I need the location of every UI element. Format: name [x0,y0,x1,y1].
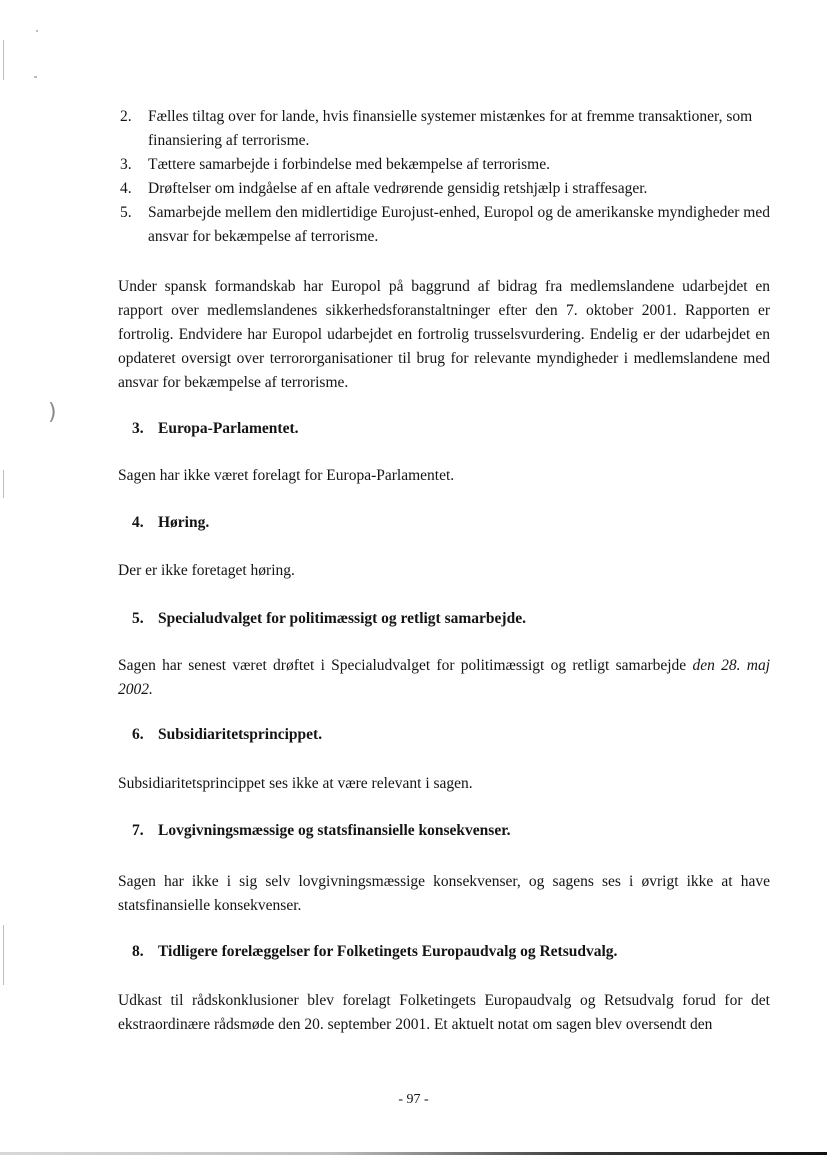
section-title: Lovgivningsmæssige og statsfinansielle konsekvenser. [158,822,511,839]
section-body: Der er ikke foretaget høring. [118,562,295,579]
scan-speck [34,76,37,78]
section-number: 5. [132,610,144,627]
section-number: 4. [132,514,144,531]
section-body [118,654,770,702]
list-item [120,153,770,177]
section-number: 8. [132,943,144,960]
section-body: Sagen har ikke været forelagt for Europa-Parlamentet. [118,467,455,484]
list-item-number: 3. [120,156,132,173]
section-heading-subsidiaritetsprincippet [132,723,772,747]
list-item [120,177,770,201]
section-body: Udkast til rådskonklusioner blev forelagt Folketingets Europaudvalg og Retsudvalg forud for det ekstraordinære rådsmøde den 20. september 2001. Et aktuelt notat om sagen blev oversendt den [118,992,770,1033]
list-item [120,201,770,249]
section-heading-tidligere-forelaeggelser [132,940,772,964]
numbered-list [120,105,770,249]
section-body: Subsidiaritetsprincippet ses ikke at være relevant i sagen. [118,775,473,792]
scan-edge-line [3,40,4,80]
list-item-text: Drøftelser om indgåelse af en aftale vedrørende gensidig retshjælp i straffesager. [148,180,648,197]
scan-speck [36,30,38,32]
section-number: 6. [132,726,144,743]
section-heading-konsekvenser [132,819,772,843]
section-heading-europa-parlamentet [132,417,772,441]
section-body-text: Sagen har senest været drøftet i Specialudvalget for politimæssigt og retligt samarbejde [118,657,687,674]
scan-bottom-edge [0,1152,827,1155]
section-body-date: den 28. maj 2002. [118,657,770,698]
section-number: 7. [132,822,144,839]
section-title: Høring. [158,514,210,531]
list-item [120,105,770,153]
section-title: Specialudvalget for politimæssigt og retligt samarbejde. [158,610,526,627]
section-title: Europa-Parlamentet. [158,420,299,437]
list-item-text: Samarbejde mellem den midlertidige Eurojust-enhed, Europol og de amerikanske myndigheder med ansvar for bekæmpelse af terrorisme. [148,204,770,245]
list-item-number: 2. [120,108,132,125]
punch-hole-mark: ) [48,400,57,425]
section-heading-specialudvalget [132,607,772,631]
scan-edge-line [3,925,4,985]
scan-edge-line [3,470,4,498]
list-item-text: Tættere samarbejde i forbindelse med bekæmpelse af terrorisme. [148,156,550,173]
list-item-number: 5. [120,204,132,221]
list-item-number: 4. [120,180,132,197]
section-number: 3. [132,420,144,437]
section-body: Sagen har ikke i sig selv lovgivningsmæssige konsekvenser, og sagens ses i øvrigt ikke at have statsfinansielle konsekvenser. [118,873,770,914]
section-heading-hoering [132,511,772,535]
intro-paragraph: Under spansk formandskab har Europol på baggrund af bidrag fra medlemslandene udarbejdet en rapport over medlemslandenes sikkerhedsforanstaltninger efter den 7. oktober 2001. Rapporten er fortrolig. Endvidere har Europol udarbejdet en fortrolig trusselsvurdering. Endelig er der udarbejdet en opdateret oversigt over terrororganisationer til brug for relevante myndigheder i medlemslandene med ansvar for bekæmpelse af terrorisme. [118,278,770,391]
list-item-text: Fælles tiltag over for lande, hvis finansielle systemer mistænkes for at fremme transaktioner, som finansiering af terrorisme. [148,108,753,149]
section-title: Tidligere forelæggelser for Folketingets Europaudvalg og Retsudvalg. [158,943,618,960]
section-title: Subsidiaritetsprincippet. [158,726,323,743]
page-number: - 97 - [398,1092,429,1107]
